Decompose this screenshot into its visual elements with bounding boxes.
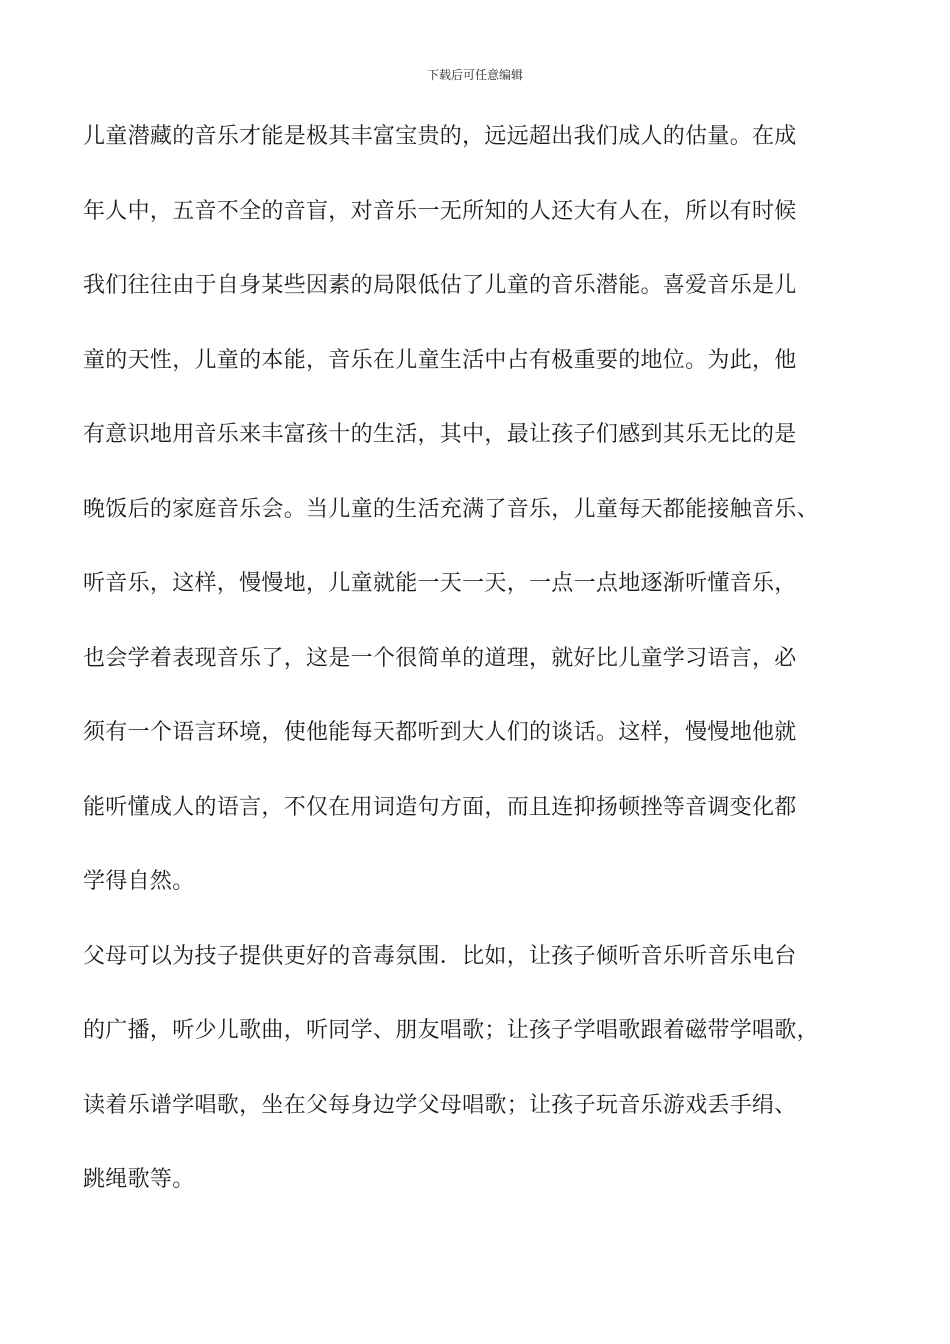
body-text <box>83 118 883 1236</box>
text-line: 父母可以为技子提供更好的音毒氛围．比如，让孩子倾听音乐听音乐电台 <box>83 943 797 969</box>
text-line: 的广播，听少儿歌曲，听同学、朋友唱歌；让孩子学唱歌跟着磁带学唱歌， <box>83 1018 819 1043</box>
text-line: 须有一个语言环境，使他能每天都听到大人们的谈话。这样，慢慢地他就 <box>83 720 797 745</box>
text-line: 晚饭后的家庭音乐会。当儿童的生活充满了音乐，儿童每天都能接触音乐、 <box>83 496 819 522</box>
text-line: 也会学着表现音乐了，这是一个很简单的道理，就好比儿童学习语言，必 <box>83 645 797 671</box>
text-line: 儿童潜藏的音乐才能是极其丰富宝贵的，远远超出我们成人的估量。在成 <box>83 124 797 149</box>
text-line: 跳绳歌等。 <box>83 1167 195 1192</box>
text-line: 有意识地用音乐来丰富孩十的生活，其中，最让孩子们感到其乐无比的是 <box>83 422 797 447</box>
text-line: 我们往往由于自身某些因素的局限低估了儿童的音乐潜能。喜爱音乐是儿 <box>83 273 797 298</box>
text-line: 学得自然。 <box>83 869 195 894</box>
header-note: 下载后可任意编辑 <box>426 68 523 82</box>
text-line: 年人中，五音不全的音盲，对音乐一无所知的人还大有人在，所以有时候 <box>83 198 797 224</box>
text-line: 听音乐，这样，慢慢地，儿童就能一天一天，一点一点地逐渐听懂音乐， <box>83 571 797 596</box>
text-line: 读着乐谱学唱歌，坐在父每身边学父母唱歌；让孩子玩音乐游戏丢手绢、 <box>83 1092 797 1118</box>
text-line: 能听懂成人的语言，不仅在用词造句方面，而且连抑扬顿挫等音调变化都 <box>83 794 797 820</box>
text-line: 童的天性，儿童的本能，音乐在儿童生活中占有极重要的地位。为此，他 <box>83 347 797 373</box>
